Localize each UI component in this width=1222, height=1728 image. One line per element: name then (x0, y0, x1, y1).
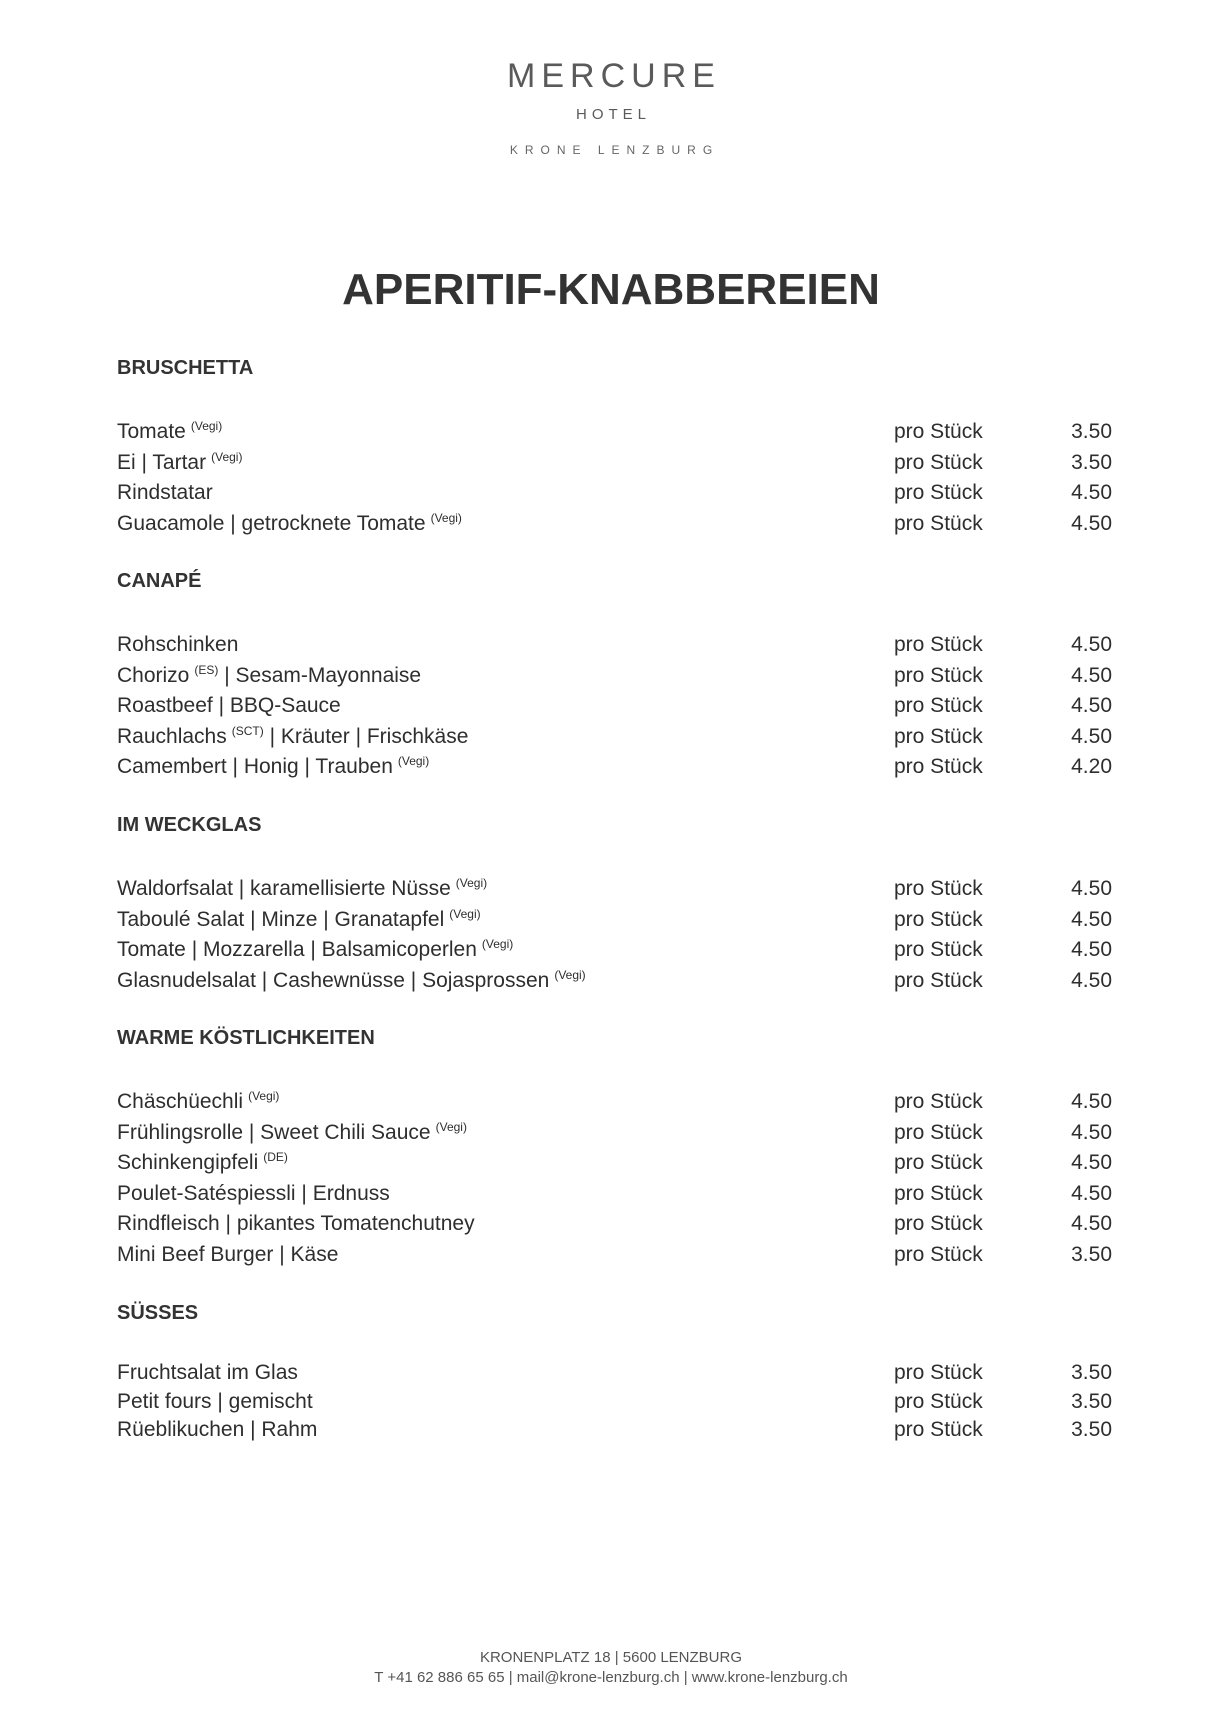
menu-item-price: 4.50 (1071, 907, 1112, 931)
menu-item-name-text: Rüeblikuchen | Rahm (117, 1418, 318, 1441)
menu-item (117, 417, 1112, 448)
menu-item-name (117, 874, 487, 905)
menu-item (117, 1388, 1112, 1417)
menu-item-price: 4.50 (1071, 968, 1112, 992)
menu-item-unit: pro Stück (894, 1090, 983, 1113)
menu-item-name (117, 1148, 288, 1179)
menu-item-name (117, 630, 238, 661)
menu-item-name-text: Rindfleisch | pikantes Tomatenchutney (117, 1212, 475, 1235)
menu-item-name-text: Schinkengipfeli (117, 1151, 259, 1174)
menu-item-name (117, 1179, 390, 1210)
menu-item-name-suffix: | Kräuter | Frischkäse (269, 724, 469, 748)
menu-item-unit: pro Stück (894, 1389, 983, 1413)
menu-item-name (117, 478, 213, 509)
menu-item-tag: (ES) (194, 662, 219, 677)
menu-item-name (117, 1416, 317, 1445)
menu-item-name (117, 1118, 467, 1149)
menu-item (117, 1359, 1112, 1388)
menu-item-name-text: Rauchlachs (117, 724, 227, 748)
section-heading: BRUSCHETTA (117, 357, 254, 379)
page-title: APERITIF-KNABBEREIEN (342, 265, 880, 314)
menu-item (117, 935, 1112, 966)
menu-item-price: 4.50 (1071, 724, 1112, 748)
menu-item-name-text: Waldorfsalat | karamellisierte Nüsse (117, 877, 451, 900)
menu-item-name-text: Taboulé Salat | Minze | Granatapfel (117, 907, 445, 931)
menu-item-tag: (SCT) (231, 723, 264, 738)
menu-item-name-text: Frühlingsrolle | Sweet Chili Sauce (117, 1120, 431, 1144)
menu-item-unit: pro Stück (894, 755, 983, 778)
menu-item-price: 3.50 (1071, 1418, 1112, 1441)
menu-item-price: 4.50 (1071, 1090, 1112, 1113)
menu-item (117, 1087, 1112, 1118)
menu-item-name-text: Fruchtsalat im Glas (117, 1361, 298, 1384)
menu-item-name (117, 935, 513, 966)
menu-item (117, 509, 1112, 540)
menu-item-name-text: Chorizo (117, 663, 190, 687)
menu-item (117, 1118, 1112, 1149)
menu-item-price: 3.50 (1071, 1361, 1112, 1384)
menu-item-name-text: Ei | Tartar (117, 450, 207, 474)
logo-subbrand: HOTEL (575, 106, 651, 123)
menu-item (117, 722, 1112, 753)
menu-item-name-text: Rohschinken (117, 633, 239, 656)
item-list (117, 1359, 1112, 1445)
footer (0, 1648, 1222, 1688)
menu-item-price: 4.50 (1071, 694, 1112, 717)
menu-item-tag: (Vegi) (248, 1089, 280, 1103)
menu-item-unit: pro Stück (894, 450, 983, 474)
menu-item-unit: pro Stück (894, 968, 983, 992)
menu-item-price: 4.50 (1071, 1212, 1112, 1235)
menu-item-unit: pro Stück (894, 1181, 983, 1205)
menu-item-tag: (Vegi) (211, 449, 243, 464)
menu-item (117, 661, 1112, 692)
footer-address: KRONENPLATZ 18 | 5600 LENZBURG (479, 1649, 743, 1666)
menu-item-name (117, 722, 468, 753)
menu-item-name-text: Rindstatar (117, 481, 213, 504)
menu-item-name-text: Roastbeef | BBQ-Sauce (117, 694, 341, 717)
menu-item-price: 4.50 (1071, 663, 1112, 687)
menu-item-price: 3.50 (1071, 420, 1112, 443)
menu-item-tag: (Vegi) (554, 967, 586, 982)
menu-item-price: 4.50 (1071, 1181, 1112, 1205)
menu-item-unit: pro Stück (894, 724, 983, 748)
hotel-logo (0, 56, 1222, 157)
menu-item-unit: pro Stück (894, 1418, 983, 1441)
menu-item (117, 874, 1112, 905)
menu-item (117, 905, 1112, 936)
menu-item-price: 4.50 (1071, 938, 1112, 961)
menu-item-name (117, 661, 421, 692)
section-warme-koestlichkeiten (117, 1026, 1112, 1270)
menu-item-name-text: Tomate (117, 420, 186, 443)
menu-item-tag: (Vegi) (481, 937, 514, 951)
menu-item-unit: pro Stück (894, 481, 983, 504)
menu-item-name-text: Chäschüechli (117, 1090, 244, 1113)
menu-item-unit: pro Stück (894, 1361, 983, 1384)
menu-item (117, 752, 1112, 783)
menu-item (117, 1240, 1112, 1271)
item-list (117, 1087, 1112, 1270)
menu-item (117, 1148, 1112, 1179)
menu-item-name-text: Glasnudelsalat | Cashewnüsse | Sojasprossen (117, 968, 550, 992)
menu-item-name (117, 905, 481, 936)
menu-item-tag: (Vegi) (435, 1119, 467, 1134)
menu-item (117, 630, 1112, 661)
menu-item-price: 4.50 (1071, 877, 1112, 900)
menu-item-name (117, 1359, 298, 1388)
section-suesses (117, 1301, 1112, 1445)
menu-item-name-text: Camembert | Honig | Trauben (117, 755, 393, 778)
section-heading: CANAPÉ (117, 570, 202, 592)
menu-item-price: 4.50 (1071, 1151, 1112, 1174)
menu-item-price: 4.50 (1071, 511, 1112, 535)
menu-item-unit: pro Stück (894, 877, 983, 900)
menu-item (117, 448, 1112, 479)
menu-item-name (117, 752, 429, 783)
menu-item-price: 3.50 (1071, 450, 1112, 474)
menu-item-name (117, 448, 242, 479)
item-list (117, 417, 1112, 539)
menu-item-tag: (Vegi) (397, 754, 430, 768)
section-heading: WARME KÖSTLICHKEITEN (117, 1027, 375, 1049)
menu-item-name-text: Mini Beef Burger | Käse (117, 1242, 339, 1266)
section-im-weckglas (117, 813, 1112, 996)
menu-item-unit: pro Stück (894, 907, 983, 931)
section-bruschetta (117, 356, 1112, 539)
section-heading: IM WECKGLAS (117, 814, 262, 836)
menu-item-unit: pro Stück (894, 1120, 983, 1144)
menu-item-tag: (DE) (263, 1150, 288, 1164)
menu-item-price: 4.50 (1071, 481, 1112, 504)
menu-item (117, 966, 1112, 997)
menu-item-unit: pro Stück (894, 1212, 983, 1235)
menu-item-name (117, 966, 586, 997)
menu-item-price: 3.50 (1071, 1242, 1112, 1266)
menu-item-unit: pro Stück (894, 663, 983, 687)
menu-item-unit: pro Stück (894, 420, 983, 443)
menu-item-name-text: Guacamole | getrocknete Tomate (117, 511, 426, 535)
menu-item-tag: (Vegi) (455, 876, 488, 890)
menu-item-name (117, 691, 341, 722)
menu-item-name-text: Poulet-Satéspiessli | Erdnuss (117, 1181, 390, 1205)
menu-item-name (117, 417, 222, 448)
section-heading: SÜSSES (117, 1302, 199, 1324)
menu-item-tag: (Vegi) (449, 906, 481, 921)
logo-location: KRONE LENZBURG (509, 143, 720, 157)
logo-brand: MERCURE (507, 57, 721, 95)
menu-item-price: 4.50 (1071, 1120, 1112, 1144)
section-canape (117, 569, 1112, 783)
menu-item-unit: pro Stück (894, 694, 983, 717)
menu-item-price: 3.50 (1071, 1389, 1112, 1413)
menu-item (117, 478, 1112, 509)
menu-item-name (117, 1388, 313, 1417)
menu-item-price: 4.50 (1071, 633, 1112, 656)
menu-item (117, 1416, 1112, 1445)
menu-item-tag: (Vegi) (190, 419, 223, 433)
menu-item-unit: pro Stück (894, 1151, 983, 1174)
menu-item-name-text: Tomate | Mozzarella | Balsamicoperlen (117, 938, 477, 961)
item-list (117, 630, 1112, 783)
menu-item-unit: pro Stück (894, 511, 983, 535)
menu-item (117, 691, 1112, 722)
menu-item-name (117, 1087, 279, 1118)
menu-item-name (117, 509, 462, 540)
menu-item-name-text: Petit fours | gemischt (117, 1389, 313, 1413)
menu-item-name (117, 1209, 475, 1240)
menu-item-unit: pro Stück (894, 938, 983, 961)
menu-item (117, 1179, 1112, 1210)
item-list (117, 874, 1112, 996)
menu-item-name (117, 1240, 338, 1271)
menu-item-price: 4.20 (1071, 755, 1112, 778)
menu-item-unit: pro Stück (894, 633, 983, 656)
menu-item-tag: (Vegi) (430, 510, 462, 525)
menu-item-unit: pro Stück (894, 1242, 983, 1266)
menu-item (117, 1209, 1112, 1240)
footer-contact: T +41 62 886 65 65 | mail@krone-lenzburg.ch | www.krone-lenzburg.ch (374, 1669, 848, 1686)
menu-item-name-suffix: | Sesam-Mayonnaise (224, 663, 422, 687)
